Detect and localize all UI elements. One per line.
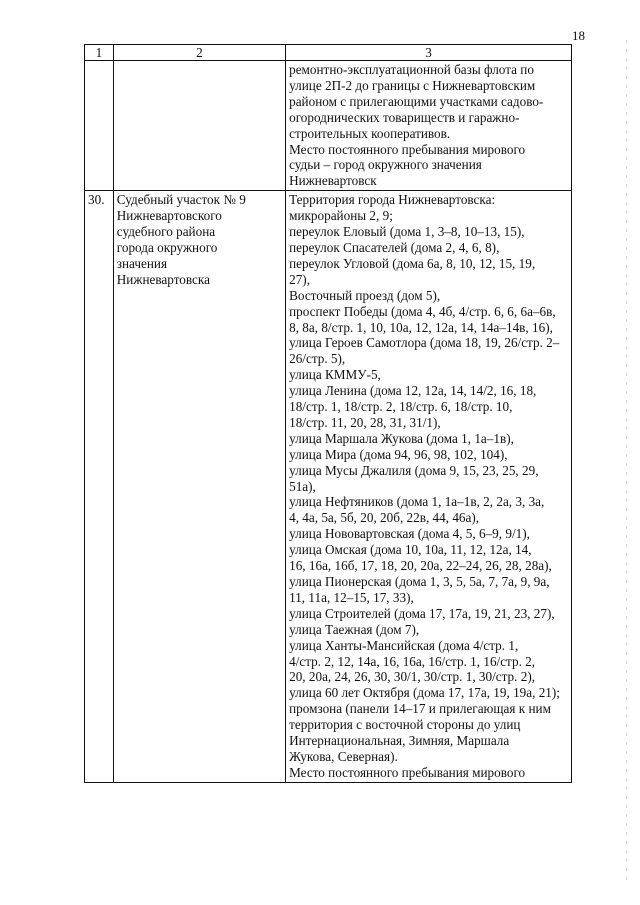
territory-line: микрорайоны 2, 9; — [289, 208, 393, 224]
territory-line: улица 60 лет Октября (дома 17, 17а, 19, 19а, 21); — [289, 685, 560, 701]
territory-line: строительных кооперативов. — [289, 125, 451, 141]
territory-line: районом с прилегающими участками садово- — [289, 93, 544, 109]
territory-line: переулок Еловый (дома 1, 3–8, 10–13, 15), — [289, 224, 525, 240]
territory-line: 20, 20а, 24, 26, 30, 30/1, 30/стр. 1, 30/стр. 2), — [289, 669, 536, 685]
district-name-line: значения — [116, 255, 168, 271]
table-row-30 — [85, 191, 572, 783]
page-number: 18 — [572, 28, 585, 43]
territory-line: Интернациональная, Зимняя, Маршала — [289, 733, 510, 749]
territory-line: улица Нововартовская (дома 4, 5, 6–9, 9/1), — [289, 526, 530, 542]
row-number-cell — [85, 191, 114, 783]
territory-line: улица КММУ-5, — [289, 367, 381, 383]
territory-line: судьи – город окружного значения — [289, 157, 482, 173]
territory-line: огороднических товариществ и гаражно- — [289, 109, 520, 125]
territory-line: Территория города Нижневартовска: — [289, 192, 496, 208]
territory-line: улице 2П-2 до границы с Нижневартовским — [289, 77, 536, 93]
scan-margin-mark — [626, 40, 627, 880]
territory-line: улица Омская (дома 10, 10а, 11, 12, 12а, 14, — [289, 542, 532, 558]
territory-line: Нижневартовск — [289, 173, 377, 189]
territory-line: Место постоянного пребывания мирового — [289, 764, 526, 780]
table-header-row — [85, 45, 572, 61]
row-number-cell — [85, 61, 114, 191]
district-name-line: Нижневартовского — [116, 208, 222, 224]
districts-table — [84, 44, 572, 783]
territory-line: 18/стр. 11, 20, 28, 31, 31/1), — [289, 414, 441, 430]
column-header-1: 1 — [85, 45, 114, 61]
territory-line: 11, 11а, 12–15, 17, 33), — [289, 589, 414, 605]
territory-line: Жукова, Северная). — [289, 748, 398, 764]
table-row-continuation — [85, 61, 572, 191]
column-header-2: 2 — [113, 45, 285, 61]
territory-line: проспект Победы (дома 4, 4б, 4/стр. 6, 6, 6а–6в, — [289, 303, 556, 319]
district-name-line: Нижневартовска — [116, 271, 210, 287]
territory-line: Место постоянного пребывания мирового — [289, 141, 526, 157]
territory-line: ремонтно-эксплуатационной базы флота по — [289, 62, 534, 77]
row-number: 30. — [88, 192, 105, 208]
territory-cell — [286, 191, 572, 783]
territory-line: улица Ханты-Мансийская (дома 4/стр. 1, — [289, 637, 519, 653]
territory-line: улица Нефтяников (дома 1, 1а–1в, 2, 2а, 3, 3а, — [289, 494, 545, 510]
territory-line: 27), — [289, 271, 310, 287]
territory-line: территория с восточной стороны до улиц — [289, 717, 521, 733]
territory-line: 4, 4а, 5а, 5б, 20, 20б, 22в, 44, 46а), — [289, 510, 480, 526]
territory-line: улица Ленина (дома 12, 12а, 14, 14/2, 16, 18, — [289, 383, 537, 399]
territory-line: переулок Угловой (дома 6а, 8, 10, 12, 15, 19, — [289, 255, 536, 271]
territory-line: 18/стр. 1, 18/стр. 2, 18/стр. 6, 18/стр. 10, — [289, 399, 513, 415]
territory-line: Восточный проезд (дом 5), — [289, 287, 441, 303]
territory-line: переулок Спасателей (дома 2, 4, 6, 8), — [289, 239, 500, 255]
column-header-3: 3 — [286, 45, 572, 61]
territory-line: промзона (панели 14–17 и прилегающая к ним — [289, 701, 551, 717]
district-name-line: города окружного — [116, 239, 218, 255]
territory-line: улица Строителей (дома 17, 17а, 19, 21, 23, 27), — [289, 605, 555, 621]
territory-line: улица Маршала Жукова (дома 1, 1а–1в), — [289, 430, 514, 446]
district-name-line: судебного района — [116, 224, 216, 240]
district-name-line: Судебный участок № 9 — [116, 192, 246, 208]
territory-line: улица Таежная (дом 7), — [289, 621, 420, 637]
territory-line: улица Мира (дома 94, 96, 98, 102, 104), — [289, 446, 508, 462]
territory-line: 16, 16а, 16б, 17, 18, 20, 20а, 22–24, 26, 28, 28а), — [289, 558, 552, 574]
territory-line: 4/стр. 2, 12, 14а, 16, 16а, 16/стр. 1, 16/стр. 2, — [289, 653, 536, 669]
district-name-cell — [113, 61, 285, 191]
territory-line: 26/стр. 5), — [289, 351, 346, 367]
territory-line: 51а), — [289, 478, 316, 494]
district-name-cell — [113, 191, 285, 783]
territory-line: улица Пионерская (дома 1, 3, 5, 5а, 7, 7а, 9, 9а, — [289, 574, 550, 589]
territory-cell — [286, 61, 572, 191]
territory-line: 8, 8а, 8/стр. 1, 10, 10а, 12, 12а, 14, 14а–14в, 16), — [289, 319, 553, 335]
territory-line: улица Мусы Джалиля (дома 9, 15, 23, 25, 29, — [289, 462, 539, 478]
territory-line: улица Героев Самотлора (дома 18, 19, 26/стр. 2– — [289, 335, 560, 351]
